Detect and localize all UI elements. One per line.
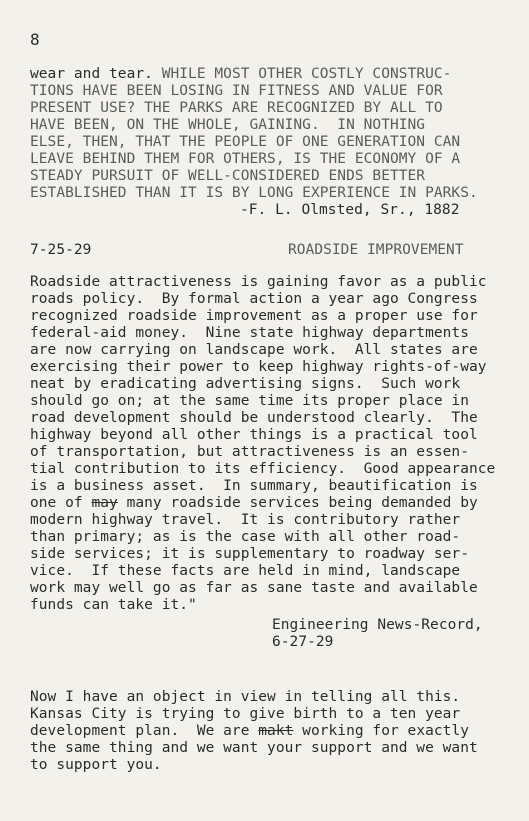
closing-line: the same thing and we want your support and we want <box>30 740 478 756</box>
article-date: 7-25-29 <box>30 242 92 258</box>
article-line: work may well go as far as sane taste and available <box>30 580 478 596</box>
article-line: Roadside attractiveness is gaining favor as a public <box>30 274 487 290</box>
closing-line: to support you. <box>30 757 162 773</box>
article-line: highway beyond all other things is a practical tool <box>30 427 478 443</box>
article-line: road development should be understood clearly. The <box>30 410 478 426</box>
article-line: vice. If these facts are held in mind, landscape <box>30 563 461 579</box>
quote-line: ELSE, THEN, THAT THE PEOPLE OF ONE GENERATION CAN <box>30 134 461 150</box>
article-line: of transportation, but attractiveness is an essen- <box>30 444 469 460</box>
quote-line-lead: wear and tear. <box>30 66 162 82</box>
article-line: tial contribution to its efficiency. Good appearance <box>30 461 496 477</box>
quote-line-caps: WHILE MOST OTHER COSTLY CONSTRUC- <box>161 66 452 82</box>
quote-line: PRESENT USE? THE PARKS ARE RECOGNIZED BY ALL TO <box>30 100 443 116</box>
page-number: 8 <box>30 30 40 49</box>
line-text: working for exactly <box>293 723 470 739</box>
line-text: development plan. We are <box>30 723 259 739</box>
article-line: modern highway travel. It is contributory rather <box>30 512 461 528</box>
line-text: one of <box>30 495 92 511</box>
article-line: than primary; as is the case with all other road- <box>30 529 461 545</box>
article-line: neat by eradicating advertising signs. Such work <box>30 376 461 392</box>
closing-line <box>30 723 469 740</box>
article-line: is a business asset. In summary, beautification is <box>30 478 478 494</box>
line-text: many roadside services being demanded by <box>117 495 478 511</box>
article-line: side services; it is supplementary to roadway ser- <box>30 546 469 562</box>
article-line: recognized roadside improvement as a proper use for <box>30 308 478 324</box>
quote-line: STEADY PURSUIT OF WELL-CONSIDERED ENDS BETTER <box>30 168 426 184</box>
quote-line: LEAVE BEHIND THEM FOR OTHERS, IS THE ECONOMY OF A <box>30 151 461 167</box>
article-heading: ROADSIDE IMPROVEMENT <box>288 242 464 258</box>
quote-line: TIONS HAVE BEEN LOSING IN FITNESS AND VALUE FOR <box>30 83 443 99</box>
quote-line: ESTABLISHED THAN IT IS BY LONG EXPERIENCE IN PARKS. <box>30 185 478 201</box>
struck-word: makt <box>258 723 294 739</box>
article-line: exercising their power to keep highway rights-of-way <box>30 359 487 375</box>
article-line: funds can take it." <box>30 597 197 613</box>
closing-line: Kansas City is trying to give birth to a ten year <box>30 706 461 722</box>
article-line: are now carrying on landscape work. All states are <box>30 342 478 358</box>
source-name: Engineering News-Record, <box>272 617 483 633</box>
quote-line: HAVE BEEN, ON THE WHOLE, GAINING. IN NOTHING <box>30 117 426 133</box>
article-line: federal-aid money. Nine state highway departments <box>30 325 469 341</box>
article-line <box>30 495 478 512</box>
article-line: roads policy. By formal action a year ago Congress <box>30 291 478 307</box>
quote-line <box>30 66 451 83</box>
struck-word: may <box>91 495 118 511</box>
closing-line: Now I have an object in view in telling all this. <box>30 689 461 705</box>
quote-attribution: -F. L. Olmsted, Sr., 1882 <box>240 202 460 218</box>
article-line: should go on; at the same time its proper place in <box>30 393 469 409</box>
source-date: 6-27-29 <box>272 634 334 650</box>
